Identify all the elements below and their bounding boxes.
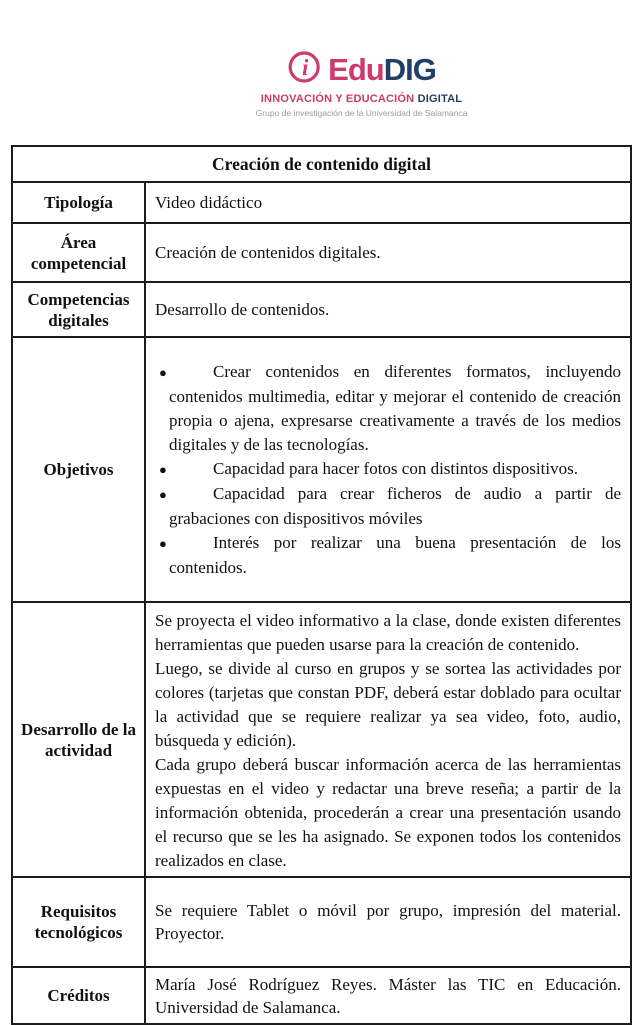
- table-row: [12, 282, 631, 337]
- objetivos-bullet-text: Capacidad para hacer fotos con distintos dispositivos.: [213, 459, 578, 478]
- logo-tagline-blue: DIGITAL: [417, 93, 463, 105]
- row-competencias-label: Competencias digitales: [12, 282, 145, 337]
- table-row: [12, 967, 631, 1024]
- row-requisitos-value: Se requiere Tablet o móvil por grupo, impresión del material. Proyector.: [145, 877, 631, 967]
- row-desarrollo-value: [145, 602, 631, 877]
- logo-brand-edu: Edu: [328, 51, 384, 87]
- bullet-icon: ●: [159, 536, 167, 551]
- row-creditos-label: Créditos: [12, 967, 145, 1024]
- objetivos-bullet-text: Crear contenidos en diferentes formatos, incluyendo contenidos multimedia, editar y mejorar el contenido de creación propia o ajena, expresarse creativamente a través de los medios digitales y de las tecnologías.: [169, 362, 621, 454]
- svg-text:i: i: [301, 55, 309, 80]
- objetivos-bullet-item: [155, 457, 621, 482]
- logo-subtitle: Grupo de investigación de la Universidad de Salamanca: [255, 108, 468, 118]
- desarrollo-paragraph: Cada grupo deberá buscar información acerca de las herramientas expuestas en el video y redactar una breve reseña; a partir de la información obtenida, procederán a crear una presentación usando el recurso que se les ha asignado. Se exponen todos los contenidos realizados en clase.: [155, 755, 621, 870]
- desarrollo-paragraph: Se proyecta el video informativo a la clase, donde existen diferentes herramientas que pueden usarse para la creación de contenido.: [155, 611, 621, 654]
- table-row: [12, 337, 631, 602]
- row-objetivos-value: [145, 337, 631, 602]
- logo-brand-dig: DIG: [383, 51, 436, 87]
- row-area-value: Creación de contenidos digitales.: [145, 223, 631, 282]
- row-area-label: Área competencial: [12, 223, 145, 282]
- logo-tagline-pink: INNOVACIÓN Y EDUCACIÓN: [260, 93, 418, 105]
- logo-tagline: [261, 93, 462, 105]
- row-creditos-value: María José Rodríguez Reyes. Máster las TIC en Educación. Universidad de Salamanca.: [145, 967, 631, 1024]
- edudig-logo: [256, 50, 468, 118]
- table-row: [12, 877, 631, 967]
- logo-row: [287, 50, 436, 89]
- row-tipologia-value: Video didáctico: [145, 182, 631, 223]
- table-row-title: [12, 146, 631, 182]
- edudig-i-icon: [287, 50, 321, 89]
- desarrollo-paragraph: Luego, se divide al curso en grupos y se sortea las actividades por colores (tarjetas que constan PDF, deberá estar doblado para ocultar la actividad que se requiere realizar ya sea video, foto, audio, búsqueda y edición).: [155, 659, 621, 750]
- table-row: [12, 602, 631, 877]
- row-requisitos-label: Requisitos tecnológicos: [12, 877, 145, 967]
- table-row: [12, 182, 631, 223]
- row-competencias-value: Desarrollo de contenidos.: [145, 282, 631, 337]
- table-row: [12, 223, 631, 282]
- logo-wordmark: [328, 53, 436, 87]
- activity-table: [11, 145, 632, 1025]
- row-objetivos-label: Objetivos: [12, 337, 145, 602]
- bullet-icon: ●: [159, 487, 167, 502]
- objetivos-bullet-item: [155, 360, 621, 457]
- row-tipologia-label: Tipología: [12, 182, 145, 223]
- bullet-icon: ●: [159, 365, 167, 380]
- objetivos-bullet-text: Interés por realizar una buena presentación de los contenidos.: [169, 533, 621, 577]
- objetivos-bullet-item: [155, 482, 621, 531]
- table-title: Creación de contenido digital: [12, 146, 631, 182]
- bullet-icon: ●: [159, 462, 167, 477]
- objetivos-bullet-text: Capacidad para crear ficheros de audio a partir de grabaciones con dispositivos móviles: [169, 484, 621, 528]
- row-desarrollo-label: Desarrollo de la actividad: [12, 602, 145, 877]
- objetivos-bullet-item: [155, 531, 621, 580]
